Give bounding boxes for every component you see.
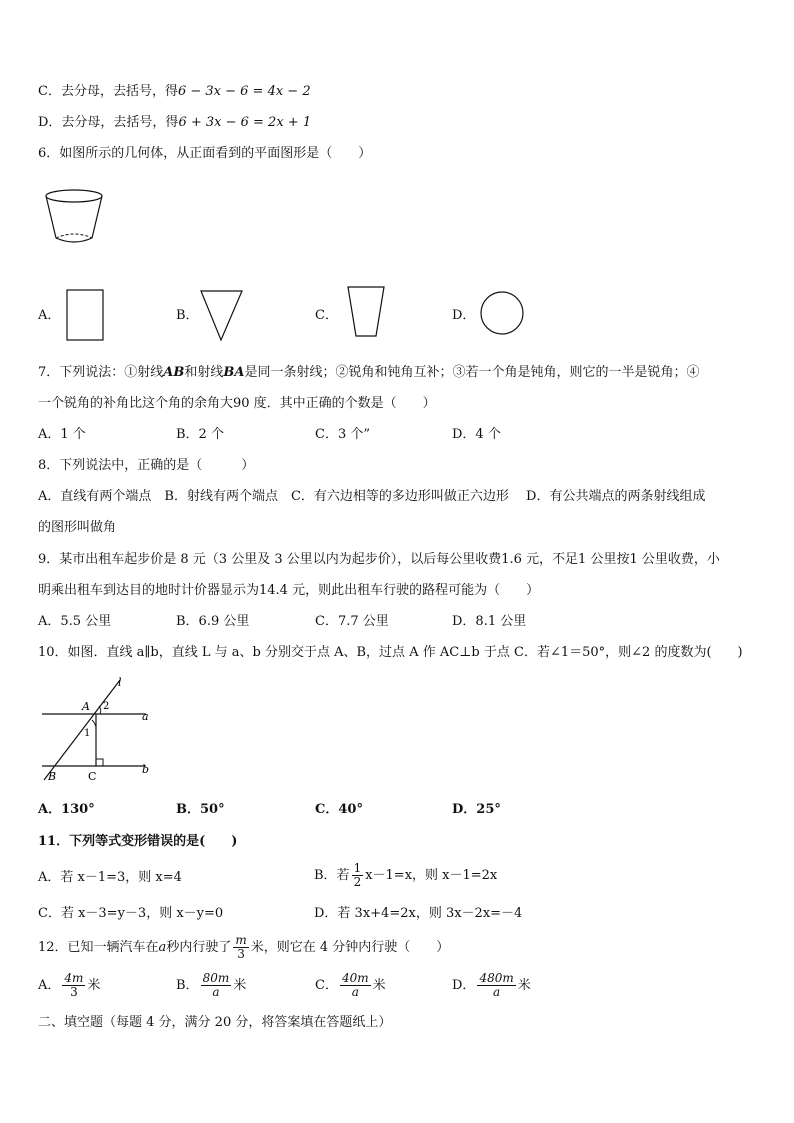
q12-stem-denominator: 3 — [237, 947, 245, 961]
q10-figure — [38, 674, 168, 786]
q10-stem: 10．如图．直线 a∥b，直线 L 与 a、b 分别交于点 A、B，过点 A 作 AC⊥b 于点 C．若∠1＝50°，则∠2 的度数为( ) — [38, 645, 743, 660]
q12-option-c-label: C． — [315, 978, 338, 993]
q12-option-a-numerator: 4m — [64, 971, 84, 985]
q10-option-d: D．25° — [452, 802, 501, 817]
q12-option-a-denominator: 3 — [70, 985, 78, 999]
q12-option-a-label: A． — [38, 978, 61, 993]
q12-stem — [38, 934, 449, 961]
q6-option-b-label: B． — [176, 308, 199, 323]
q11-option-b-suffix: x－1=x，则 x－1=2x — [365, 868, 498, 883]
q12-option-a — [38, 972, 100, 999]
q7-stem-part2: 和射线 — [184, 365, 224, 380]
right-angle-mark — [96, 759, 103, 766]
q7-option-b: B．2 个 — [176, 427, 224, 442]
q8-stem: 8．下列说法中，正确的是（ ） — [38, 458, 255, 473]
q11-option-d: D．若 3x+4=2x，则 3x－2x=－4 — [314, 906, 523, 921]
q9-option-d: D．8.1 公里 — [452, 614, 527, 629]
q12-option-c-denominator: a — [351, 985, 359, 999]
q12-var-a: a — [158, 940, 167, 955]
q5-option-d-text: D．去分母，去括号，得 — [38, 115, 179, 130]
q9-stem-line1: 9．某市出租车起步价是 8 元（3 公里及 3 公里以内为起步价），以后每公里收费1.6 元，不足1 公里按1 公里收费，小 — [38, 552, 720, 567]
q12-stem-fraction — [233, 934, 248, 961]
line-l — [44, 680, 120, 780]
q7-ray-ba: BA — [223, 365, 245, 380]
q12-stem-numerator: m — [235, 933, 247, 947]
q7-option-a: A．1 个 — [38, 427, 86, 442]
q6-option-b-triangle — [198, 288, 248, 344]
q8-options-line2: 的图形叫做角 — [38, 520, 117, 535]
q10-option-b: B．50° — [176, 802, 225, 817]
q12-option-c-fraction — [340, 972, 371, 999]
q11-option-b-denominator: 2 — [353, 875, 362, 889]
q6-option-a-rectangle — [64, 288, 108, 344]
q5-option-d-equation: 6 + 3x − 6 = 2x + 1 — [178, 115, 312, 130]
q11-option-c: C．若 x－3=y－3，则 x－y=0 — [38, 906, 224, 921]
q12-option-b-label: B． — [176, 978, 199, 993]
q7-stem-part1: 7．下列说法：①射线 — [38, 365, 164, 380]
angle-2-arc — [99, 706, 101, 714]
q12-option-b — [176, 972, 246, 999]
q6-option-d-label: D． — [452, 308, 476, 323]
q9-option-a: A．5.5 公里 — [38, 614, 112, 629]
label-a: a — [142, 710, 149, 723]
q12-option-b-fraction — [201, 972, 232, 999]
q12-option-a-unit: 米 — [87, 978, 101, 993]
q12-option-d-numerator: 480m — [479, 971, 514, 985]
q12-stem-part3: 米，则它在 4 分钟内行驶（ ） — [250, 940, 450, 955]
q7-stem-part3: 是同一条射线；②锐角和钝角互补；③若一个角是钝角，则它的一半是锐角；④ — [244, 365, 700, 380]
q7-option-c: C．3 个” — [315, 427, 370, 442]
label-angle-1: 1 — [84, 728, 91, 739]
q12-option-d-unit: 米 — [517, 978, 531, 993]
q10-option-a: A．130° — [38, 802, 95, 817]
q11-option-a: A．若 x－1=3，则 x=4 — [38, 870, 182, 885]
q12-option-d-label: D． — [452, 978, 476, 993]
q6-option-c-trapezoid — [344, 284, 388, 342]
q12-option-c-unit: 米 — [372, 978, 386, 993]
q12-option-b-unit: 米 — [233, 978, 247, 993]
q12-option-c — [315, 972, 386, 999]
label-point-c: C — [88, 770, 97, 783]
label-point-b: B — [48, 770, 57, 783]
q7-stem-line2: 一个锐角的补角比这个角的余角大90 度．其中正确的个数是（ ） — [38, 396, 436, 411]
q5-option-c — [38, 84, 311, 100]
q9-stem-line2: 明乘出租车到达目的地时计价器显示为14.4 元，则此出租车行驶的路程可能为（ ） — [38, 583, 540, 598]
q5-option-d — [38, 115, 311, 131]
q11-option-b-fraction — [352, 862, 364, 889]
q12-stem-part1: 12．已知一辆汽车在 — [38, 940, 159, 955]
q6-option-c-label: C． — [315, 308, 338, 323]
q12-option-d-fraction — [477, 972, 515, 999]
q7-ray-ab: AB — [163, 365, 185, 380]
q12-option-b-denominator: a — [212, 985, 220, 999]
label-point-a: A — [82, 700, 90, 713]
q6-stem: 6．如图所示的几何体，从正面看到的平面图形是（ ） — [38, 146, 372, 161]
q11-stem: 11．下列等式变形错误的是( ) — [38, 834, 238, 849]
q5-option-c-text: C．去分母，去括号，得 — [38, 84, 178, 99]
label-b: b — [142, 763, 150, 776]
q9-option-c: C．7.7 公里 — [315, 614, 389, 629]
q11-option-b-numerator: 1 — [353, 861, 362, 875]
q12-option-a-fraction — [62, 972, 85, 999]
q5-option-c-equation: 6 − 3x − 6 = 4x − 2 — [177, 84, 311, 99]
q6-option-d-circle — [478, 290, 528, 340]
q7-stem-line1 — [38, 365, 699, 381]
q6-option-a-label: A． — [38, 308, 61, 323]
q10-option-c: C．40° — [315, 802, 363, 817]
q11-option-b — [314, 862, 497, 889]
q12-option-d-denominator: a — [493, 985, 501, 999]
label-l: l — [118, 676, 122, 689]
q9-option-b: B．6.9 公里 — [176, 614, 250, 629]
q12-stem-part2: 秒内行驶了 — [166, 940, 232, 955]
q6-solid-figure — [40, 186, 110, 248]
q12-option-b-numerator: 80m — [202, 971, 230, 985]
q7-option-d: D．4 个 — [452, 427, 501, 442]
section-2-title: 二、填空题（每题 4 分，满分 20 分，将答案填在答题纸上） — [38, 1015, 392, 1030]
q8-options-line1: A．直线有两个端点 B．射线有两个端点 C．有六边相等的多边形叫做正六边形 D．有公共端点的两条射线组成 — [38, 489, 706, 504]
q12-option-c-numerator: 40m — [341, 971, 369, 985]
q11-option-b-prefix: B．若 — [314, 868, 350, 883]
q12-option-d — [452, 972, 531, 999]
label-angle-2: 2 — [103, 701, 110, 712]
